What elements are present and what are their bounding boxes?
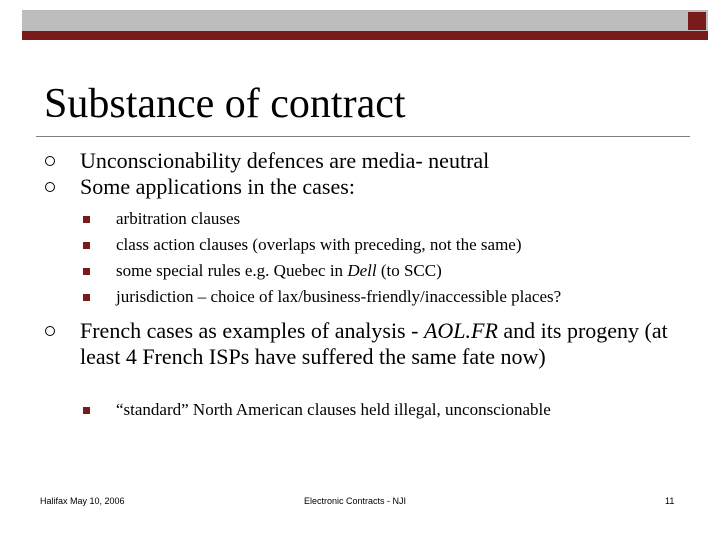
header-dark-bar: [22, 31, 708, 40]
hollow-circle-bullet-icon: [45, 182, 55, 192]
sub-bullet-text: (to SCC): [376, 261, 442, 280]
square-bullet-icon: [83, 216, 90, 223]
header-gray-bar: [22, 10, 708, 32]
sub-bullet-text: some special rules e.g. Quebec in: [116, 261, 348, 280]
sub-bullet-item: arbitration clauses: [116, 209, 241, 228]
square-bullet-icon: [83, 407, 90, 414]
footer-page-number: 11: [665, 496, 675, 506]
sub-bullet-item: jurisdiction – choice of lax/business-friendly/inaccessible places?: [116, 287, 562, 306]
bullet-item-2: Some applications in the cases:: [80, 174, 355, 199]
bullet-text: French cases as examples of analysis -: [80, 318, 424, 343]
slide-title: Substance of contract: [44, 81, 406, 127]
footer-presentation-title: Electronic Contracts - NJI: [304, 496, 407, 506]
sub-bullet-item: [116, 261, 442, 281]
square-bullet-icon: [83, 242, 90, 249]
hollow-circle-bullet-icon: [45, 326, 55, 336]
bullet-item-3: [80, 318, 680, 370]
bullet-text: and its progeny (at least 4 French ISPs have suffered the same fate now): [80, 318, 668, 369]
case-name-dell: Dell: [347, 261, 377, 280]
footer-date-location: Halifax May 10, 2006: [40, 496, 125, 506]
title-divider: [36, 136, 690, 137]
sub-bullet-item: class action clauses (overlaps with preceding, not the same): [116, 235, 522, 254]
square-bullet-icon: [83, 268, 90, 275]
case-name-aol-fr: AOL.FR: [423, 318, 498, 343]
header-corner-square: [688, 12, 706, 30]
bullet-item-1: Unconscionability defences are media- neutral: [80, 148, 490, 173]
hollow-circle-bullet-icon: [45, 156, 55, 166]
sub-bullet-item: “standard” North American clauses held illegal, unconscionable: [116, 400, 551, 419]
square-bullet-icon: [83, 294, 90, 301]
